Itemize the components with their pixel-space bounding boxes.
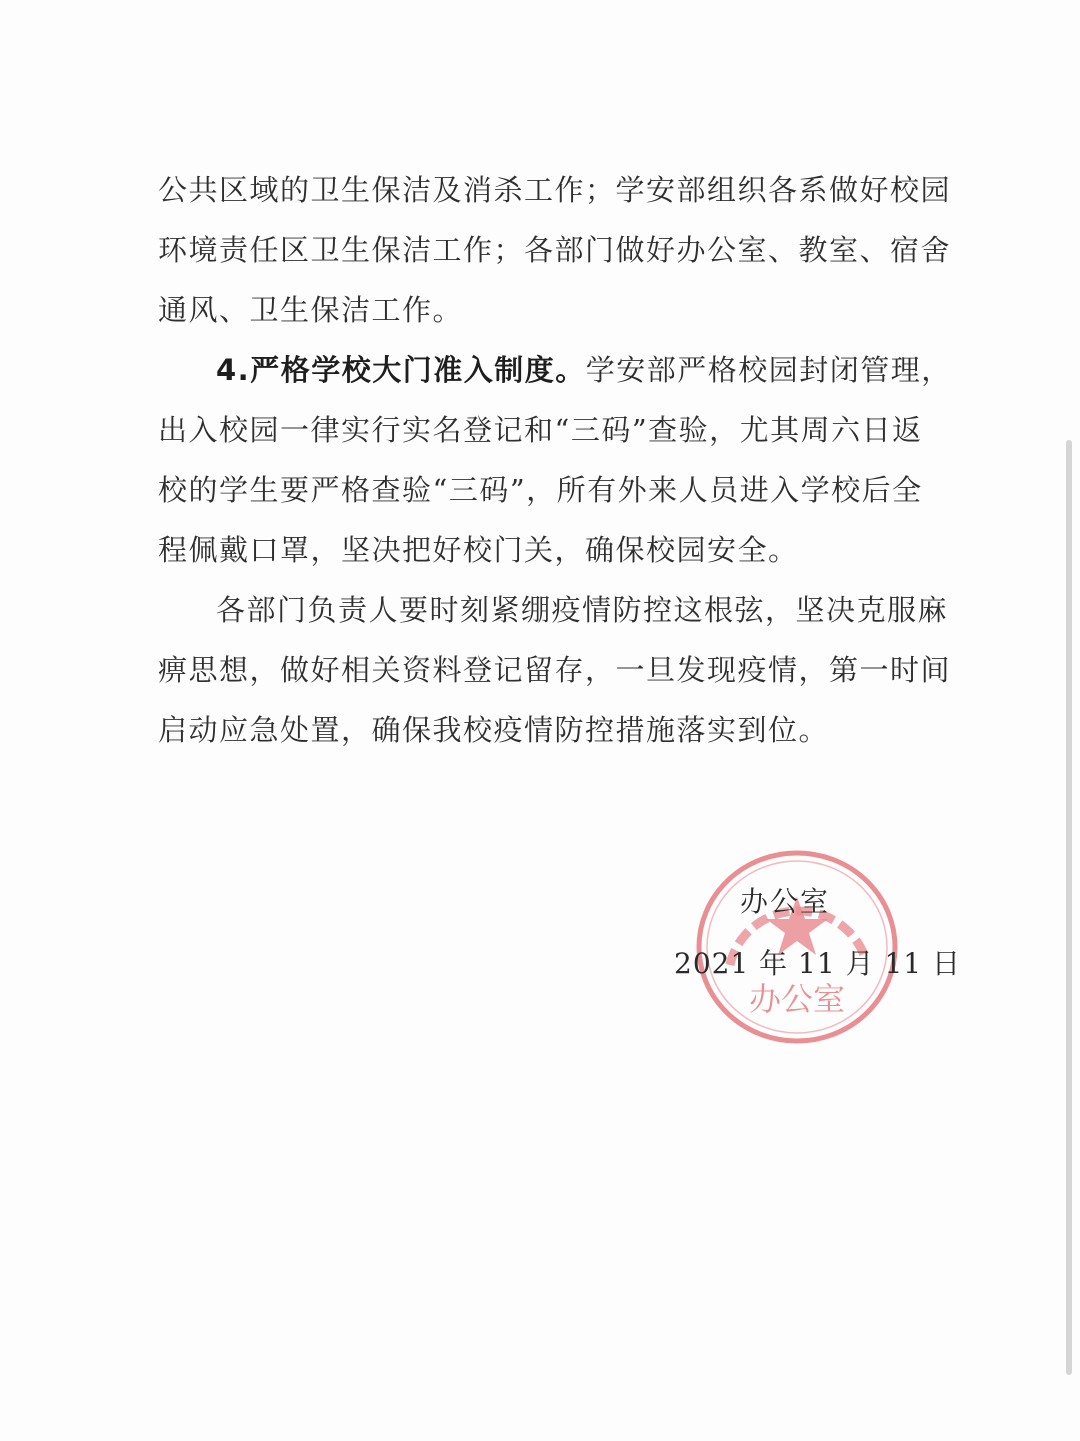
paragraph-line: 校的学生要严格查验“三码”，所有外来人员进入学校后全 [158, 473, 923, 507]
issue-date: 2021 年 11 月 11 日 [674, 947, 962, 980]
paragraph-line [158, 340, 952, 400]
paragraph-text: 学安部严格校园封闭管理， [585, 353, 952, 387]
paragraph-line: 启动应急处置，确保我校疫情防控措施落实到位。 [158, 713, 830, 747]
paragraph-line: 各部门负责人要时刻紧绷疫情防控这根弦，坚决克服麻 [216, 593, 949, 627]
paragraph-line: 程佩戴口罩，坚决把好校门关，确保校园安全。 [158, 533, 799, 567]
document-body [158, 160, 952, 760]
section-heading: 4.严格学校大门准入制度。 [216, 353, 586, 387]
paragraph-line: 公共区域的卫生保洁及消杀工作；学安部组织各系做好校园 [158, 173, 952, 207]
scrollbar[interactable] [1066, 440, 1072, 1375]
seal-center-text: 办公室 [748, 980, 846, 1018]
paragraph-line: 痹思想，做好相关资料登记留存，一旦发现疫情，第一时间 [158, 653, 952, 687]
signature-block [674, 880, 962, 1080]
issuing-office: 办公室 [740, 885, 831, 918]
paragraph-line: 通风、卫生保洁工作。 [158, 293, 464, 327]
paragraph-line: 出入校园一律实行实名登记和“三码”查验，尤其周六日返 [158, 413, 923, 447]
paragraph-line: 环境责任区卫生保洁工作；各部门做好办公室、教室、宿舍 [158, 233, 952, 267]
